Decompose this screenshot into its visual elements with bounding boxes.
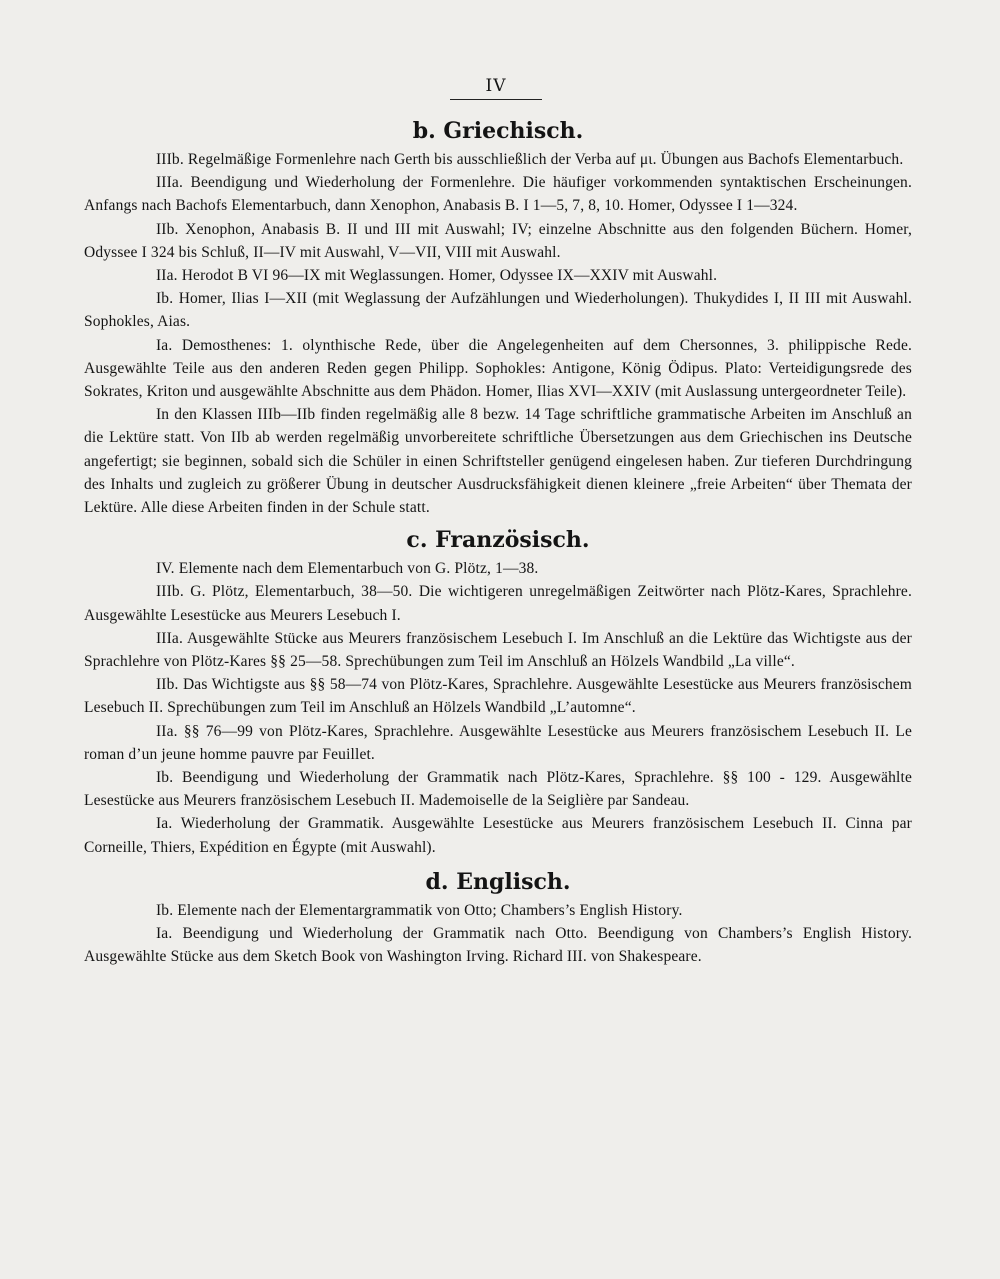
page-number: IV [485,76,507,96]
paragraph: Ia. Wiederholung der Grammatik. Ausgewählte Lesestücke aus Meurers französischem Lesebuch II. Cinna par Corneille, Thiers, Expédition en Égypte (mit Auswahl). [84,815,912,856]
paragraph: Ib. Homer, Ilias I—XII (mit Weglassung der Aufzählungen und Wiederholungen). Thukydides I, II III mit Auswahl. Sophokles, Aias. [84,290,912,331]
paragraph: Ib. Beendigung und Wiederholung der Grammatik nach Plötz-Kares, Sprachlehre. §§ 100 - 129. Ausgewählte Lesestücke aus Meurers französischem Lesebuch II. Mademoiselle de la Seiglière par Sandeau. [84,769,912,810]
paragraph: IIIa. Beendigung und Wiederholung der Formenlehre. Die häufiger vorkommenden syntaktischen Erscheinungen. Anfangs nach Bachofs Elementarbuch, dann Xenophon, Anabasis B. I 1—5, 7, 8, 10. Homer, Odyssee I 1—324. [84,174,912,215]
header-rule [450,99,542,100]
page-content [84,116,912,969]
paragraph: Ia. Demosthenes: 1. olynthische Rede, über die Angelegenheiten auf dem Chersonnes, 3. philippische Rede. Ausgewählte Teile aus den anderen Reden gegen Philipp. Sophokles: Antigone, König Ödipus. Plato: Verteidigungsrede des Sokrates, Kriton und ausgewählte Abschnitte aus dem Phädon. Homer, Ilias XVI—XXIV (mit Auslassung untergeordneter Teile). [84,336,912,401]
paragraph: IIb. Xenophon, Anabasis B. II und III mit Auswahl; IV; einzelne Abschnitte aus den folgenden Büchern. Homer, Odyssee I 324 bis Schluß, II—IV mit Auswahl, V—VII, VIII mit Auswahl. [84,220,912,261]
paragraph: IIb. Das Wichtigste aus §§ 58—74 von Plötz-Kares, Sprachlehre. Ausgewählte Lesestücke aus Meurers französischem Lesebuch II. Sprechübungen zum Teil im Anschluß an Hölzels Wandbild „L’automne“. [84,676,912,717]
section-heading-french: c. Französisch. [406,527,590,554]
paragraph: IIa. §§ 76—99 von Plötz-Kares, Sprachlehre. Ausgewählte Lesestücke aus Meurers französischem Lesebuch II. Le roman d’un jeune homme pauvre par Feuillet. [84,722,912,763]
paragraph: Ib. Elemente nach der Elementargrammatik von Otto; Chambers’s English History. [156,901,683,919]
paragraph: IIIa. Ausgewählte Stücke aus Meurers französischem Lesebuch I. Im Anschluß an die Lektüre das Wichtigste aus der Sprachlehre von Plötz-Kares §§ 25—58. Sprechübungen zum Teil im Anschluß an Hölzels Wandbild „La ville“. [84,629,912,671]
section-french [84,525,912,859]
paragraph: IIIb. G. Plötz, Elementarbuch, 38—50. Die wichtigeren unregelmäßigen Zeitwörter nach Plötz-Kares, Sprachlehre. Ausgewählte Lesestücke aus Meurers Lesebuch I. [84,583,912,624]
section-heading-greek: b. Griechisch. [412,118,584,144]
paragraph: IIa. Herodot B VI 96—IX mit Weglassungen. Homer, Odyssee IX—XXIV mit Auswahl. [156,267,718,285]
paragraph: IIIb. Regelmäßige Formenlehre nach Gerth bis ausschließlich der Verba auf μι. Übungen aus Bachofs Elementarbuch. [156,151,904,168]
section-heading-english: d. Englisch. [425,868,571,895]
section-greek [84,116,912,519]
paragraph: IV. Elemente nach dem Elementarbuch von G. Plötz, 1—38. [156,560,539,578]
section-english [84,867,912,969]
paragraph: In den Klassen IIIb—IIb finden regelmäßig alle 8 bezw. 14 Tage schriftliche grammatische Arbeiten im Anschluß an die Lektüre statt. Von IIb ab werden regelmäßig unvorbereitete schriftliche Übersetzungen aus dem Griechischen ins Deutsche angefertigt; sie beginnen, sobald sich die Schüler in einen Schriftsteller genügend eingelesen haben. Zur tieferen Durchdringung des Inhalts und zugleich zu größerer Übung in deutscher Ausdrucksfähigkeit dienen kleinere „freie Arbeiten“ über Themata der Lektüre. Alle diese Arbeiten finden in der Schule statt. [84,406,912,517]
paragraph: Ia. Beendigung und Wiederholung der Grammatik nach Otto. Beendigung von Chambers’s English History. Ausgewählte Stücke aus dem Sketch Book von Washington Irving. Richard III. von Shakespeare. [84,925,912,966]
